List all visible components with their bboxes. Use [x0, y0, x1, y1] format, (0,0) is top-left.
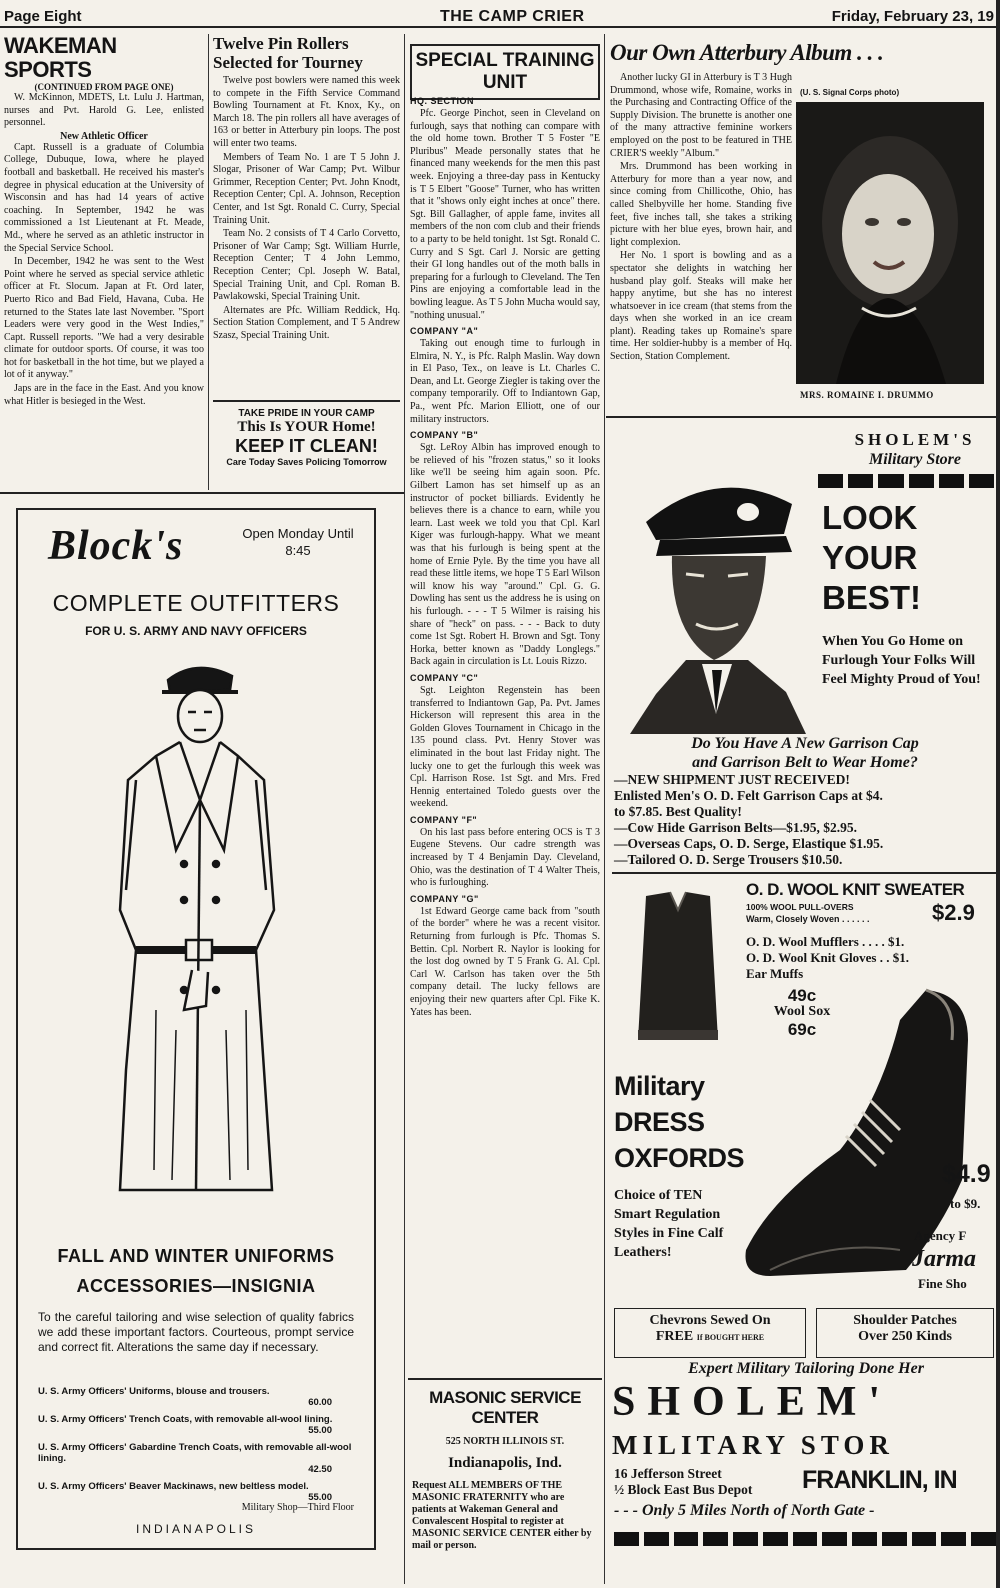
oxford-price-range: to $9.: [950, 1196, 981, 1211]
patches-box: [816, 1308, 994, 1358]
notice-address: 525 NORTH ILLINOIS ST.: [445, 1436, 565, 1447]
sweater-sub: 100% WOOL PULL-OVERS: [746, 902, 854, 912]
ad-headline: COMPLETE OUTFITTERS: [52, 590, 340, 616]
wool-sox-price: 69c: [787, 1020, 817, 1039]
overseas-caps-line: —Overseas Caps, O. D. Serge, Elastique $1.95.: [614, 836, 884, 851]
section-head: COMPANY "A": [410, 326, 479, 337]
column-rule: [604, 34, 605, 1584]
album-feature: [610, 40, 990, 66]
chevrons-condition: If BOUGHT HERE: [696, 1333, 765, 1342]
fine-shoes-line: Fine Sho: [918, 1276, 967, 1291]
wakeman-sports-article: [4, 34, 204, 488]
item-price: 60.00: [308, 1397, 332, 1408]
page-edge: [996, 0, 1000, 1588]
column-paragraph: Taking out enough time to furlough in Elmira, N. Y., is Pfc. Ralph Maslin. Way down in El Paso, Tex., on leave is Lt. Charles C. Dean, and Lt. George Ziegler is taking over the company temporarily. Off to Indiantown Gap, Pa., went Pfc. Marion Elliott, one of our military instructors.: [410, 338, 600, 425]
item-price: 55.00: [308, 1425, 332, 1436]
ear-muffs-line: Ear Muffs: [746, 966, 804, 981]
photo-credit: (U. S. Signal Corps photo): [800, 88, 900, 97]
store-city: INDIANAPOLIS: [135, 1522, 257, 1536]
feature-paragraph: Another lucky GI in Atterbury is T 3 Hugh Drummond, whose wife, Romaine, works in the Purchasing and Contracting Office of the Supply Division. The brunette is another one of the many attractive feminine workers employed on the post to be featured in THE CRIER'S weekly "Album.": [610, 72, 792, 159]
special-training-unit-column: [410, 92, 600, 1374]
oxford-price: $4.9: [942, 1160, 991, 1188]
soldier-illustration: [616, 464, 816, 734]
article-paragraph: W. McKinnon, MDETS, Lt. Lulu J. Hartman, nurses and Pvt. Harold G. Lee, enlisted personnel.: [4, 92, 204, 129]
continued-note: (CONTINUED FROM PAGE ONE): [34, 82, 174, 92]
furlough-tagline: When You Go Home on Furlough Your Folks Will Feel Mighty Proud of You!: [822, 634, 981, 687]
franklin-city: FRANKLIN, IN: [802, 1466, 957, 1494]
article-paragraph: Members of Team No. 1 are T 5 John J. Slogar, Prisoner of War Camp; Pvt. Wilbur Grimmer, Reception Center; Pvt. John Knodt, Reception Center; Cpl. A. Johnson, Reception Center, and 1st Sgt. Ronald C. Curry, Special Training Unit.: [213, 151, 400, 226]
article-subhead: New Athletic Officer: [60, 130, 148, 142]
article-headline: Selected for Tourney: [213, 53, 363, 72]
photo-caption: MRS. ROMAINE I. DRUMMO: [800, 390, 934, 400]
oxford-line: OXFORDS: [614, 1143, 745, 1173]
section-rule: [612, 872, 998, 874]
chevrons-free: FREE: [655, 1329, 694, 1344]
column-paragraph: On his last pass before entering OCS is T 3 Eugene Stevens. Our cadre strength was increased by T 4 Benjamin Day. Cleveland, Ohio, was the destination of T 4 Walter Theis, who is furloughing.: [410, 826, 600, 889]
item-name: U. S. Army Officers' Gabardine Trench Coats, with removable all-wool lining.: [38, 1442, 352, 1464]
ad-copy: To the careful tailoring and wise selection of quality fabrics we add these important factors. Courteous, prompt service and correct fit. Alterations the same day if necessary.: [38, 1310, 354, 1354]
notice-line: Care Today Saves Policing Tomorrow: [226, 457, 387, 467]
look-word: LOOK: [822, 499, 918, 536]
price-item: [38, 1386, 354, 1408]
article-paragraph: Twelve post bowlers were named this week to compete in the Fifth Service Command Bowling Tournament at Ft. Knox, Ky., on March 18. The pin rollers all have averages of 163 or better in Atterbury pin loops. The post will enter two teams.: [213, 75, 400, 149]
item-name: U. S. Army Officers' Trench Coats, with removable all-wool lining.: [38, 1414, 333, 1425]
belts-line: —Cow Hide Garrison Belts—$1.95, $2.95.: [614, 820, 857, 835]
garrison-items: [614, 772, 998, 868]
bowling-article: [213, 34, 400, 394]
jarman-logo: Jarma: [912, 1246, 977, 1272]
notice-line: TAKE PRIDE IN YOUR CAMP: [238, 408, 375, 419]
sweater-price: $2.9: [932, 900, 975, 925]
garrison-question: [612, 734, 998, 772]
column-paragraph: 1st Edward George came back from "south of the border" where he was a recent visitor. Returning from furlough is Pfc. Thomas S. Bettin. Cpl. Norbert R. Naylor is looking for the lost dog owned by T 5 Frank G. Al. Cpl. Carl W. Carlson has taken over the 5th company detail. The lucky fellows are enjoying their new quarters after Cpl. Fike K. Yates has been.: [410, 905, 600, 1018]
patches-count: Over 250 Kinds: [858, 1329, 952, 1344]
uniforms-heading: FALL AND WINTER UNIFORMS: [57, 1246, 335, 1266]
item-name: U. S. Army Officers' Beaver Mackinaws, new beltless model.: [38, 1481, 309, 1492]
sweater-heading: O. D. WOOL KNIT SWEATER: [746, 880, 965, 899]
section-head: COMPANY "G": [410, 893, 479, 904]
item-price: 42.50: [308, 1464, 332, 1475]
accessories-heading: ACCESSORIES—INSIGNIA: [76, 1276, 316, 1296]
wool-sox-line: Wool Sox: [773, 1004, 831, 1019]
notice-line: KEEP IT CLEAN!: [235, 436, 378, 456]
store-address: [614, 1466, 814, 1498]
north-gate-line: - - - Only 5 Miles North of North Gate -: [614, 1502, 875, 1519]
sweater-illustration: [630, 890, 726, 1050]
blocks-logo: Block's: [48, 523, 184, 569]
feature-title: Our Own Atterbury Album . . .: [610, 40, 884, 65]
shop-location: Military Shop—Third Floor: [241, 1502, 354, 1513]
price-item: [38, 1481, 354, 1503]
sholem-logo-large: SHOLEM': [612, 1379, 893, 1425]
military-store-line: MILITARY STOR: [612, 1430, 894, 1460]
decorative-bars-bottom: [614, 1532, 996, 1546]
chevrons-line: Chevrons Sewed On: [649, 1313, 771, 1328]
column-paragraph: Sgt. LeRoy Albin has improved enough to be relieved of his "frozen status," so it looks like we'll be seeing him again soon. Pfc. Gilbert Lamon has set himself up as an instructor of pocket billiards. Evidently he believes there is a chance to earn, while you learn. Last week we told you that Cpl. Karl Kiger was furlough-happy. What we meant was that his furlough is being spent at the home of Ernie Pyle. By the time you have all read these little items, we hope T 5 Earl Wilson will know his way "around." Cpl. G. G. Dowling has sent us the address he is using on his furlough. - - - T 5 Wilmer is raising his share of "heck" on pass. - - - Back to duty come 1st Sgt. Robert H. Brown and Sgt. Tony Horka, better known as "Daddy Longlegs." Back again in circulation is Lt. Louis Rizzo.: [410, 442, 600, 668]
portrait-photo: [796, 102, 984, 384]
tailoring-line: Expert Military Tailoring Done Her: [688, 1360, 924, 1377]
shipment-line: —NEW SHIPMENT JUST RECEIVED!: [614, 772, 850, 787]
question-line: and Garrison Belt to Wear Home?: [692, 754, 918, 771]
price-item: [38, 1414, 354, 1436]
section-head: COMPANY "F": [410, 814, 478, 825]
oxford-copy: Choice of TEN Smart Regulation Styles in Fine Calf Leathers!: [614, 1188, 724, 1260]
section-head: COMPANY "B": [410, 430, 479, 441]
feature-paragraph: Mrs. Drummond has been working in Atterbury for more than a year now, and since coming from Chillicothe, Ohio, has called Shelbyville her home. Standing five feet, five inches tall, she takes a striking picture with her blue eyes, brown hair, and light complexion.: [610, 161, 792, 248]
price-item: [38, 1442, 354, 1475]
column-rule: [404, 34, 405, 1584]
section-rule: [0, 492, 404, 494]
agency-line: Agency F: [914, 1228, 967, 1243]
page-number: Page Eight: [4, 8, 82, 25]
ear-muffs-price: 49c: [787, 986, 817, 1005]
article-paragraph: Japs are in the face in the East. And you know what Hitler is besieged in the West.: [4, 383, 204, 407]
column-title: SPECIAL TRAINING UNIT: [410, 44, 600, 100]
sholem-store: Military Store: [868, 451, 961, 468]
mufflers-line: O. D. Wool Mufflers . . . . $1.: [746, 934, 905, 949]
decorative-bars: [818, 474, 994, 488]
sholems-advertisement: [612, 420, 998, 1584]
trousers-line: —Tailored O. D. Serge Trousers $10.50.: [614, 852, 843, 867]
notice-city: Indianapolis, Ind.: [448, 1455, 562, 1471]
bus-depot-note: ½ Block East Bus Depot: [614, 1482, 753, 1497]
section-head: HQ. SECTION: [410, 96, 475, 106]
keep-clean-notice: [213, 400, 400, 486]
accessory-list: [746, 934, 998, 982]
notice-title: MASONIC SERVICE CENTER: [429, 1388, 581, 1427]
column-paragraph: Sgt. Leighton Regenstein has been transferred to Indiantown Gap, Pa. Pvt. James Hickerson will represent this area in the Golden Gloves Tournament in Chicago in the 135 pound class. Pvt. Henry Stover was eliminated in the bout last Friday night. The lucky one to get the furlough this week was Cpl. Harrison Rose. 1st Sgt. and Mrs. Fred Hennig entertained Toledo guests over the weekend.: [410, 684, 600, 810]
garrison-caps-line: Enlisted Men's O. D. Felt Garrison Caps at $4.: [614, 788, 883, 803]
article-paragraph: Alternates are Pfc. William Reddick, Hq. Section Station Complement, and T 5 Andrew Szasz, Special Training Unit.: [213, 304, 400, 341]
article-paragraph: Team No. 2 consists of T 4 Carlo Corvetto, Prisoner of War Camp; Sgt. William Hurrle, Reception Center; T 4 John Lemmo, Reception Center; Cpl. Joseph W. Batal, Special Training Unit, and Cpl. Roman B. Pawlakowski, Special Training Unit.: [213, 228, 400, 303]
sholem-brand: SHOLEM'S: [854, 430, 976, 449]
article-headline: Twelve Pin Rollers: [213, 34, 349, 53]
item-name: U. S. Army Officers' Uniforms, blouse and trousers.: [38, 1386, 270, 1397]
section-head: COMPANY "C": [410, 672, 479, 683]
officer-trenchcoat-illustration: [96, 650, 296, 1220]
masthead: [0, 6, 1000, 28]
paper-name: THE CAMP CRIER: [440, 8, 585, 25]
store-hours: Open Monday Until: [242, 526, 354, 541]
article-paragraph: In December, 1942 he was sent to the West Point where he served as special service athletic officer at Ft. Slocum. Japan at Ft. Ord later, Puerto Rico and Bad Field, Havana, Cuba. He returned to the States late last November. "Sport Leaders were very good in the West Indies," Capt. Russell reports. "We had a very desirable climate for outdoor sports. Of course, it was too hot for basketball in the hot time, but we played a lot of it anyway.": [4, 256, 204, 381]
patches-line: Shoulder Patches: [853, 1313, 957, 1328]
store-hours-time: 8:45: [285, 543, 311, 558]
feature-paragraph: Her No. 1 sport is bowling and as a spectator she delights in watching her husband play golf. Steaks will make her happy anytime, but she has no interest whatsoever in ice cream (that stems from the days when she worked in an ice cream plant). Reading takes up Romaine's spare time. Her soldier-hubby is a member of Hq. Section, Station Complement.: [610, 250, 792, 363]
album-text: [610, 72, 792, 414]
notice-body: Request ALL MEMBERS OF THE MASONIC FRATERNITY who are patients at Wakeman General and Convalescent Hospital to register at MASONIC SERVICE CENTER either by mail or person.: [412, 1480, 592, 1551]
ad-subline: FOR U. S. ARMY AND NAVY OFFICERS: [85, 624, 307, 638]
best-word: BEST!: [822, 579, 921, 616]
article-paragraph: Capt. Russell is a graduate of Columbia College, Dubuque, Iowa, where he played football and basketball. He received his master's degree in physical education at the University of Wisconsin and has had 14 years of active coaching. In September, 1942 he was commissioned a 1st Lieutenant at Ft. Meade, Md., where he served as an athletic instructor in the Special Service School.: [4, 141, 204, 254]
your-word: YOUR: [822, 539, 918, 576]
oxford-line: Military: [614, 1071, 705, 1101]
garrison-caps-price: to $7.85. Best Quality!: [614, 804, 742, 819]
section-rule: [606, 416, 1000, 418]
article-headline: WAKEMAN SPORTS: [4, 34, 117, 82]
notice-line: This Is YOUR Home!: [237, 419, 376, 435]
column-rule: [208, 34, 209, 490]
sweater-sub2: Warm, Closely Woven . . . . . .: [746, 914, 870, 924]
look-your-best: [822, 498, 992, 618]
masonic-notice: [408, 1378, 602, 1586]
oxford-line: DRESS: [614, 1107, 705, 1137]
issue-date: Friday, February 23, 19: [831, 8, 994, 25]
gloves-line: O. D. Wool Knit Gloves . . $1.: [746, 950, 909, 965]
street-address: 16 Jefferson Street: [614, 1466, 722, 1481]
column-paragraph: Pfc. George Pinchot, seen in Cleveland on furlough, says that nothing can compare with the old home town. Brother T 5 Foster "E Pluribus" Meade personally states that he financed many weekends for the men this past week. Enjoying a three-day pass in Kentucky is T 5 Elbert "Goose" Turner, who has written that it "shows only eight inches at once" there. Sgt. Bill Gallagher, of apple fame, invites all members of the non com club and their friends to a party to be held tonight. 1st Sgt. Ronald C. Curry and S Sgt. Carl J. Norsic are getting their GI long handles out of the moth balls in preparing for a furlough to Cleveland. The Ten Pins are enjoying a comfortable lead in the bowling league. As T 5 John Mucha would say, "nothing unusual.": [410, 108, 600, 321]
chevrons-box: [614, 1308, 806, 1358]
price-list: [38, 1386, 354, 1509]
dress-oxfords-heading: [614, 1068, 745, 1176]
blocks-advertisement: [16, 508, 376, 1550]
item-price: 55.00: [308, 1492, 332, 1503]
question-line: Do You Have A New Garrison Cap: [691, 735, 919, 752]
